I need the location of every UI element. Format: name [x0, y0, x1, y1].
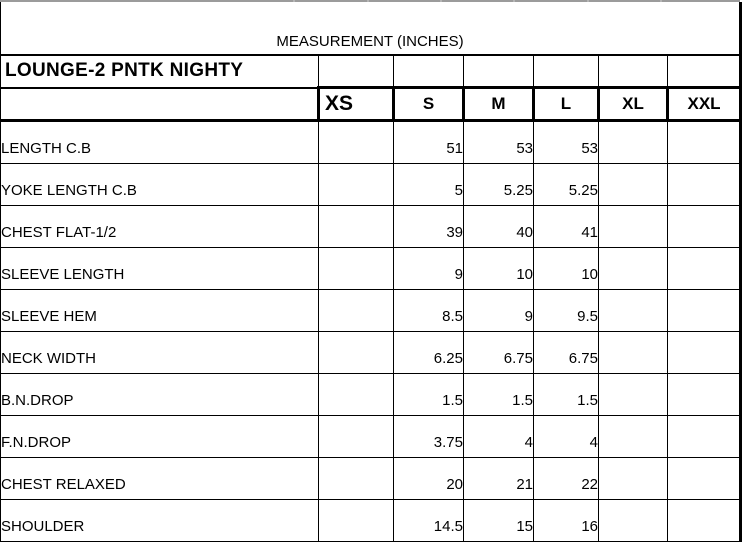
value-cell[interactable]: 1.5: [394, 374, 464, 416]
value-cell[interactable]: [599, 500, 668, 542]
value-cell[interactable]: 9: [464, 290, 534, 332]
value-cell[interactable]: [668, 206, 741, 248]
value-cell[interactable]: [668, 500, 741, 542]
value-cell[interactable]: 9.5: [534, 290, 599, 332]
size-header-cell-l[interactable]: L: [534, 88, 599, 121]
size-header-cell-xxl[interactable]: XXL: [668, 88, 741, 121]
value-cell[interactable]: 6.25: [394, 332, 464, 374]
value-cell[interactable]: [319, 374, 394, 416]
value-cell[interactable]: [668, 248, 741, 290]
row-label-cell[interactable]: SLEEVE HEM: [1, 290, 319, 332]
spreadsheet-cell[interactable]: [464, 55, 534, 88]
value-cell[interactable]: 6.75: [464, 332, 534, 374]
spreadsheet-cell[interactable]: [534, 55, 599, 88]
size-header-cell-m[interactable]: M: [464, 88, 534, 121]
value-cell[interactable]: 6.75: [534, 332, 599, 374]
value-cell[interactable]: 10: [534, 248, 599, 290]
table-row: [1, 458, 741, 500]
value-cell[interactable]: [319, 332, 394, 374]
value-cell[interactable]: [668, 121, 741, 164]
value-cell[interactable]: [599, 290, 668, 332]
value-cell[interactable]: 10: [464, 248, 534, 290]
value-cell[interactable]: 5.25: [534, 164, 599, 206]
value-cell[interactable]: 1.5: [534, 374, 599, 416]
table-row: [1, 55, 741, 88]
row-label-cell[interactable]: NECK WIDTH: [1, 332, 319, 374]
table-row: [1, 206, 741, 248]
table-row: [1, 416, 741, 458]
value-cell[interactable]: 40: [464, 206, 534, 248]
row-label-cell[interactable]: SHOULDER: [1, 500, 319, 542]
table-row: [1, 500, 741, 542]
value-cell[interactable]: [319, 164, 394, 206]
value-cell[interactable]: 5.25: [464, 164, 534, 206]
value-cell[interactable]: [599, 164, 668, 206]
value-cell[interactable]: [599, 332, 668, 374]
size-header-row: [1, 88, 741, 121]
value-cell[interactable]: [668, 458, 741, 500]
value-cell[interactable]: [319, 416, 394, 458]
value-cell[interactable]: [599, 121, 668, 164]
value-cell[interactable]: 22: [534, 458, 599, 500]
value-cell[interactable]: [668, 290, 741, 332]
value-cell[interactable]: [319, 458, 394, 500]
table-row: [1, 290, 741, 332]
value-cell[interactable]: [319, 248, 394, 290]
value-cell[interactable]: [599, 416, 668, 458]
value-cell[interactable]: [319, 290, 394, 332]
value-cell[interactable]: 20: [394, 458, 464, 500]
value-cell[interactable]: 41: [534, 206, 599, 248]
value-cell[interactable]: 3.75: [394, 416, 464, 458]
measurement-table: [0, 2, 742, 542]
size-header-cell-xl[interactable]: XL: [599, 88, 668, 121]
size-header-cell-xs[interactable]: XS: [319, 88, 394, 121]
value-cell[interactable]: [668, 164, 741, 206]
spreadsheet-cell[interactable]: [599, 55, 668, 88]
row-label-cell[interactable]: CHEST FLAT-1/2: [1, 206, 319, 248]
value-cell[interactable]: 15: [464, 500, 534, 542]
value-cell[interactable]: 5: [394, 164, 464, 206]
row-label-cell[interactable]: YOKE LENGTH C.B: [1, 164, 319, 206]
row-label-cell[interactable]: LENGTH C.B: [1, 121, 319, 164]
value-cell[interactable]: [599, 374, 668, 416]
value-cell[interactable]: 53: [464, 121, 534, 164]
spreadsheet-cell[interactable]: [668, 55, 741, 88]
value-cell[interactable]: 14.5: [394, 500, 464, 542]
spreadsheet-cell[interactable]: [1, 88, 319, 121]
value-cell[interactable]: [668, 416, 741, 458]
value-cell[interactable]: [668, 374, 741, 416]
value-cell[interactable]: [319, 206, 394, 248]
value-cell[interactable]: 53: [534, 121, 599, 164]
value-cell[interactable]: [319, 500, 394, 542]
row-label-cell[interactable]: SLEEVE LENGTH: [1, 248, 319, 290]
value-cell[interactable]: 39: [394, 206, 464, 248]
value-cell[interactable]: 51: [394, 121, 464, 164]
size-header-cell-s[interactable]: S: [394, 88, 464, 121]
value-cell[interactable]: 1.5: [464, 374, 534, 416]
value-cell[interactable]: 4: [464, 416, 534, 458]
table-title-cell[interactable]: MEASUREMENT (INCHES): [1, 2, 741, 55]
table-row: [1, 374, 741, 416]
value-cell[interactable]: 8.5: [394, 290, 464, 332]
value-cell[interactable]: [599, 206, 668, 248]
table-row: [1, 2, 741, 55]
product-name-cell[interactable]: LOUNGE-2 PNTK NIGHTY: [1, 55, 319, 88]
table-row: [1, 248, 741, 290]
value-cell[interactable]: [319, 121, 394, 164]
value-cell[interactable]: 9: [394, 248, 464, 290]
value-cell[interactable]: 4: [534, 416, 599, 458]
value-cell[interactable]: [599, 248, 668, 290]
row-label-cell[interactable]: B.N.DROP: [1, 374, 319, 416]
value-cell[interactable]: [668, 332, 741, 374]
table-row: [1, 121, 741, 164]
spreadsheet-cell[interactable]: [394, 55, 464, 88]
row-label-cell[interactable]: CHEST RELAXED: [1, 458, 319, 500]
value-cell[interactable]: 21: [464, 458, 534, 500]
row-label-cell[interactable]: F.N.DROP: [1, 416, 319, 458]
value-cell[interactable]: 16: [534, 500, 599, 542]
table-row: [1, 332, 741, 374]
table-row: [1, 164, 741, 206]
spreadsheet-cell[interactable]: [319, 55, 394, 88]
value-cell[interactable]: [599, 458, 668, 500]
